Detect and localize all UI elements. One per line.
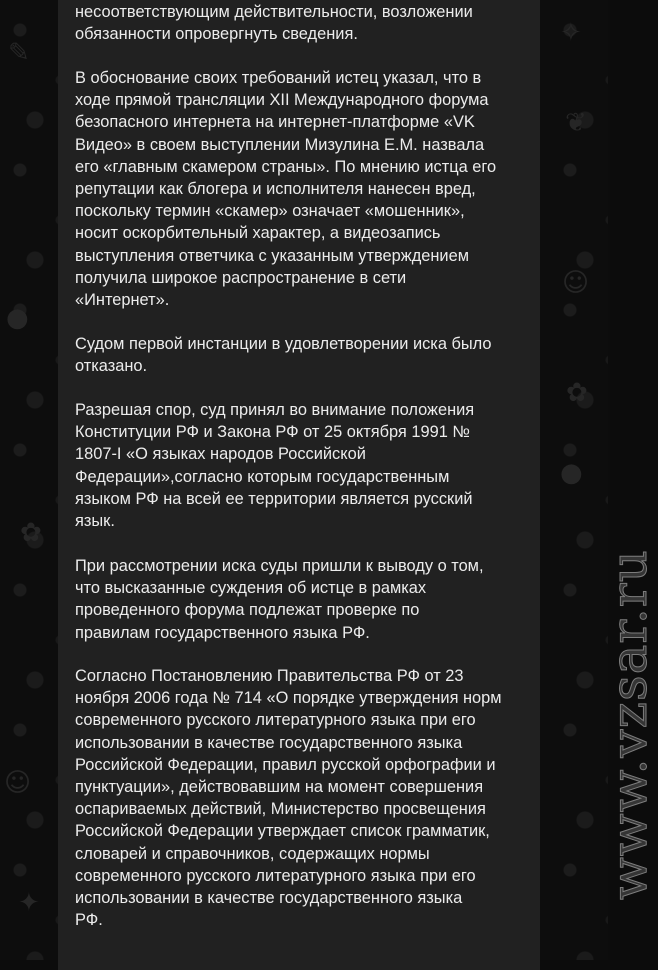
ball-icon: ● — [6, 303, 29, 333]
bone-icon: ✧ — [560, 18, 582, 48]
fish-icon: ✎ — [8, 38, 30, 68]
fish-icon: ❦ — [565, 108, 587, 138]
ball-icon: ● — [560, 458, 583, 488]
cat-icon: ☺ — [562, 268, 590, 298]
watermark-text: www.vzsar.ru — [600, 549, 658, 900]
message-bubble — [58, 0, 540, 970]
message-paragraph: Судом первой инстанции в удовлетворении иска было отказано. — [75, 335, 492, 376]
message-paragraph: В обоснование своих требований истец указал, что в ходе прямой трансляции XII Международного форума безопасного интернета на интернет-платформе «VK Видео» в своем выступлении Мизулина Е.М. назвала его «главным скамером страны». По мнению истца его репутации как блогера и исполнителя нанесен вред, поскольку термин «скамер» означает «мошенник», носит оскорбительный характер, а видеозапись выступления ответчика с указанным утверждением получила широкое распространение в сети «Интернет». — [75, 69, 497, 310]
message-paragraph: несоответствующим действительности, возложении обязанности опровергнуть сведения. — [75, 3, 473, 44]
message-paragraph: При рассмотрении иска суды пришли к выводу о том, что высказанные суждения об истце в рамках проведенного форума подлежат проверке по правилам государственного языка РФ. — [75, 557, 484, 642]
paw-icon: ✿ — [20, 518, 42, 548]
message-paragraph: Разрешая спор, суд принял во внимание положения Конституции РФ и Закона РФ от 25 октября 1991 № 1807-I «О языках народов Российской Федерации»,согласно которым государственным языком РФ на всей ее территории является русский язык. — [75, 401, 475, 531]
paw-icon: ✿ — [566, 378, 588, 408]
cat-icon: ☺ — [4, 768, 32, 798]
doodle-icon: ✦ — [18, 888, 40, 918]
message-paragraph: Согласно Постановлению Правительства РФ от 23 ноября 2006 года № 714 «О порядке утверждения норм современного русского литературного языка при его использовании в качестве государственного языка Российской Федерации, правил русской орфографии и пунктуации», действовавшим на момент совершения оспариваемых действий, Министерство просвещения Российской Федерации утверждает список грамматик, словарей и справочников, содержащих нормы современного русского литературного языка при его использовании в качестве государственного языка РФ. — [75, 667, 502, 930]
